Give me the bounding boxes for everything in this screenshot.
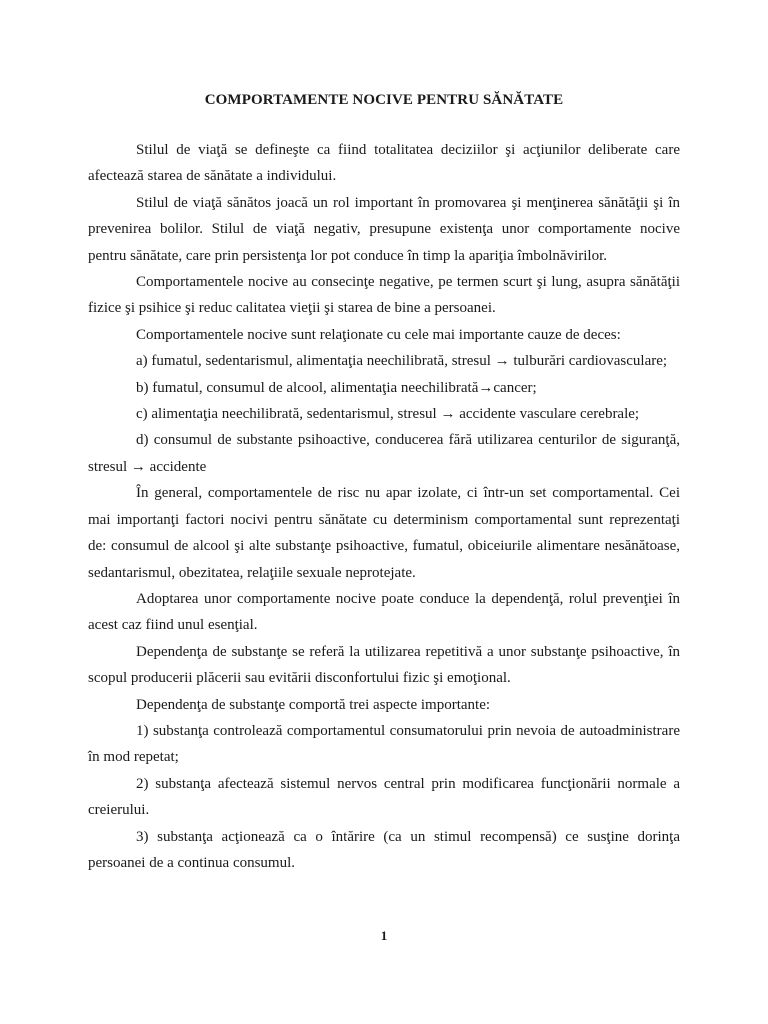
paragraph bbox=[88, 322, 680, 348]
paragraph bbox=[88, 771, 680, 824]
paragraph bbox=[88, 137, 680, 190]
paragraph-line: Dependenţa de substanţe se referă la utilizarea repetitivă a unor substanţe psihoactive, în bbox=[136, 643, 680, 660]
paragraph-line: acest caz fiind unul esenţial. bbox=[88, 617, 258, 634]
paragraph bbox=[88, 427, 680, 480]
paragraph-line: Comportamentele nocive au consecinţe negative, pe termen scurt şi lung, asupra sănătăţii bbox=[136, 274, 680, 291]
paragraph-line: a) fumatul, sedentarismul, alimentaţia neechilibrată, stresul → tulburări cardiovasculare; bbox=[136, 353, 668, 370]
paragraph-line: în mod repetat; bbox=[88, 749, 179, 766]
page-number: 1 bbox=[380, 928, 388, 943]
paragraph-line: Stilul de viaţă sănătos joacă un rol important în promovarea şi menţinerea sănătăţii şi în bbox=[136, 194, 680, 211]
paragraph-line: creierului. bbox=[88, 802, 150, 819]
paragraph-line: c) alimentaţia neechilibrată, sedentarismul, stresul → accidente vasculare cerebrale; bbox=[136, 406, 640, 423]
document-body bbox=[88, 137, 680, 876]
paragraph bbox=[88, 639, 680, 692]
paragraph bbox=[88, 375, 680, 401]
paragraph bbox=[88, 401, 680, 427]
paragraph-line: pentru sănătate, care prin persistenţa lor pot conduce în timp la apariţia îmbolnăvirilor. bbox=[88, 247, 607, 264]
paragraph-line: Comportamentele nocive sunt relaţionate cu cele mai importante cauze de deces: bbox=[136, 326, 621, 343]
paragraph bbox=[88, 692, 680, 718]
paragraph-line: 3) substanţa acţionează ca o întărire (ca un stimul recompensă) ce susţine dorinţa bbox=[136, 828, 680, 845]
paragraph bbox=[88, 824, 680, 877]
paragraph bbox=[88, 718, 680, 771]
paragraph-line: sedantarismul, obezitatea, relaţiile sexuale neprotejate. bbox=[88, 564, 416, 581]
paragraph-line: de: consumul de alcool şi alte substanţe psihoactive, fumatul, obiceiurile alimentare nesănătoase, bbox=[88, 538, 680, 555]
paragraph-line: Dependenţa de substanţe comportă trei aspecte importante: bbox=[136, 696, 491, 713]
paragraph-line: stresul → accidente bbox=[88, 458, 207, 475]
paragraph-line: fizice şi psihice şi reduc calitatea vieţii şi starea de bine a persoanei. bbox=[88, 300, 496, 317]
paragraph-line: afectează starea de sănătate a individului. bbox=[88, 168, 337, 185]
paragraph-line: d) consumul de substante psihoactive, conducerea fără utilizarea centurilor de siguranţă, bbox=[136, 432, 680, 449]
paragraph-line: scopul producerii plăcerii sau evitării disconfortului fizic şi emoţional. bbox=[88, 670, 511, 687]
paragraph bbox=[88, 269, 680, 322]
paragraph-line: persoanei de a continua consumul. bbox=[88, 854, 296, 871]
paragraph-line: b) fumatul, consumul de alcool, alimentaţia neechilibrată→cancer; bbox=[136, 379, 537, 396]
paragraph-line: În general, comportamentele de risc nu apar izolate, ci într-un set comportamental. Cei bbox=[136, 485, 680, 502]
paragraph-line: prevenirea bolilor. Stilul de viaţă negativ, presupune existenţa unor comportamente nocive bbox=[88, 221, 680, 238]
paragraph bbox=[88, 480, 680, 586]
paragraph bbox=[88, 586, 680, 639]
paragraph-line: Adoptarea unor comportamente nocive poate conduce la dependenţă, rolul prevenţiei în bbox=[136, 590, 680, 607]
paragraph-line: Stilul de viaţă se defineşte ca fiind totalitatea deciziilor şi acţiunilor deliberate care bbox=[136, 142, 680, 158]
paragraph bbox=[88, 190, 680, 269]
paragraph-line: 1) substanţa controlează comportamentul consumatorului prin nevoia de autoadministrare bbox=[136, 722, 680, 739]
paragraph bbox=[88, 348, 680, 374]
paragraph-line: mai importanţi factori nocivi pentru sănătate cu determinism comportamental sunt reprezentaţi bbox=[88, 511, 680, 528]
document-title: COMPORTAMENTE NOCIVE PENTRU SĂNĂTATE bbox=[204, 92, 564, 108]
paragraph-line: 2) substanţa afectează sistemul nervos central prin modificarea funcţionării normale a bbox=[136, 775, 680, 792]
